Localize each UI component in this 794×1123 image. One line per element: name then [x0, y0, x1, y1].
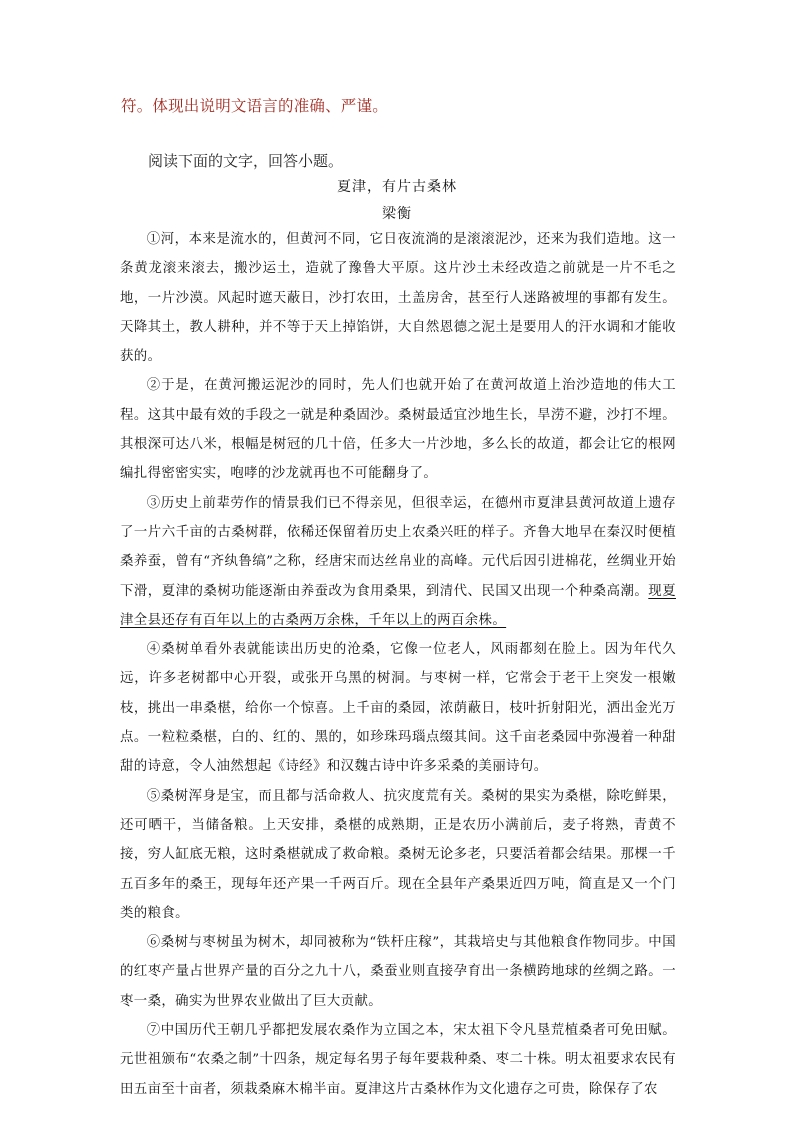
underlined-sentence: 现夏津全县还存有百年以上的古桑两万余株，千年以上的两百余株。: [120, 583, 676, 628]
article-author: 梁衡: [382, 206, 412, 222]
paragraph: ④桑树单看外表就能读出历史的沧桑，它像一位老人，风雨都刻在脸上。因为年代久远，许多老树都中心开裂，或张开乌黑的树洞。与枣树一样，它常会于老干上突发一根嫩枝，挑出一串桑椹，给你一个惊喜。上千亩的桑园，浓荫蔽日，枝叶折射阳光，洒出金光万点。一粒粒桑椹，白的、红的、黑的，如珍珠玛瑙点缀其间。这千亩老桑园中弥漫着一种甜甜的诗意，令人油然想起《诗经》和汉魏古诗中许多采桑的美丽诗句。: [120, 642, 676, 775]
paragraph: ②于是，在黄河搬运泥沙的同时，先人们也就开始了在黄河故道上治沙造地的伟大工程。这其中最有效的手段之一就是种桑固沙。桑树最适宜沙地生长，旱涝不避，沙打不埋。其根深可达八米，根幅是树冠的几十倍，任多大一片沙地，多么长的故道，都会让它的根网编扎得密密实实，咆哮的沙龙就再也不可能翻身了。: [120, 378, 676, 482]
paragraph: ⑥桑树与枣树虽为树木，却同被称为“铁杆庄稼”，其栽培史与其他粮食作物同步。中国的红枣产量占世界产量的百分之九十八，桑蚕业则直接孕育出一条横跨地球的丝绸之路。一枣一桑，确实为世界农业做出了巨大贡献。: [120, 935, 676, 1009]
paragraph: ⑤桑树浑身是宝，而且都与活命救人、抗灾度荒有关。桑树的果实为桑椹，除吃鲜果，还可晒干，当储备粮。上天安排，桑椹的成熟期，正是农历小满前后，麦子将熟，青黄不接，穷人缸底无粮，这时桑椹就成了救命粮。桑树无论多老，只要活着都会结果。那棵一千五百多年的桑王，现每年还产果一千两百斤。现在全县年产桑果近四万吨，简直是又一个门类的粮食。: [120, 788, 676, 921]
paragraph: ①河，本来是流水的，但黄河不同，它日夜流淌的是滚滚泥沙，还来为我们造地。这一条黄龙滚来滚去，搬沙运土，造就了豫鲁大平原。这片沙土未经改造之前就是一片不毛之地，一片沙漠。风起时遮天蔽日，沙打农田，土盖房舍，甚至行人迷路被埋的事都有发生。天降其土，教人耕种，并不等于天上掉馅饼，大自然恩德之泥土是要用人的汗水调和才能收获的。: [120, 232, 676, 365]
paragraph: ③历史上前辈劳作的情景我们已不得亲见，但很幸运，在德州市夏津县黄河故道上遗存了一片六千亩的古桑树群，依稀还保留着历史上农桑兴旺的样子。齐鲁大地早在秦汉时便植桑养蚕，曾有“齐纨鲁缟”之称，经唐宋而达丝帛业的高峰。元代后因引进棉花，丝绸业开始下滑，夏津的桑树功能逐渐由养蚕改为食用桑果，到清代、民国又出现一个种桑高潮。现夏津全县还存有百年以上的古桑两万余株，千年以上的两百余株。: [120, 495, 676, 628]
article-body: [120, 225, 676, 1104]
answer-carryover-text: 符。体现出说明文语言的准确、严谨。: [121, 97, 388, 115]
article-title: 夏津，有片古桑林: [337, 179, 457, 195]
question-prompt: 阅读下面的文字，回答小题。: [148, 152, 344, 170]
paragraph: ⑦中国历代王朝几乎都把发展农桑作为立国之本，宋太祖下令凡垦荒植桑者可免田赋。元世祖颁布“农桑之制”十四条，规定每名男子每年要栽种桑、枣二十株。明太祖要求农民有田五亩至十亩者，须栽桑麻木棉半亩。夏津这片古桑林作为文化遗存之可贵，除保存了农: [120, 1023, 676, 1097]
